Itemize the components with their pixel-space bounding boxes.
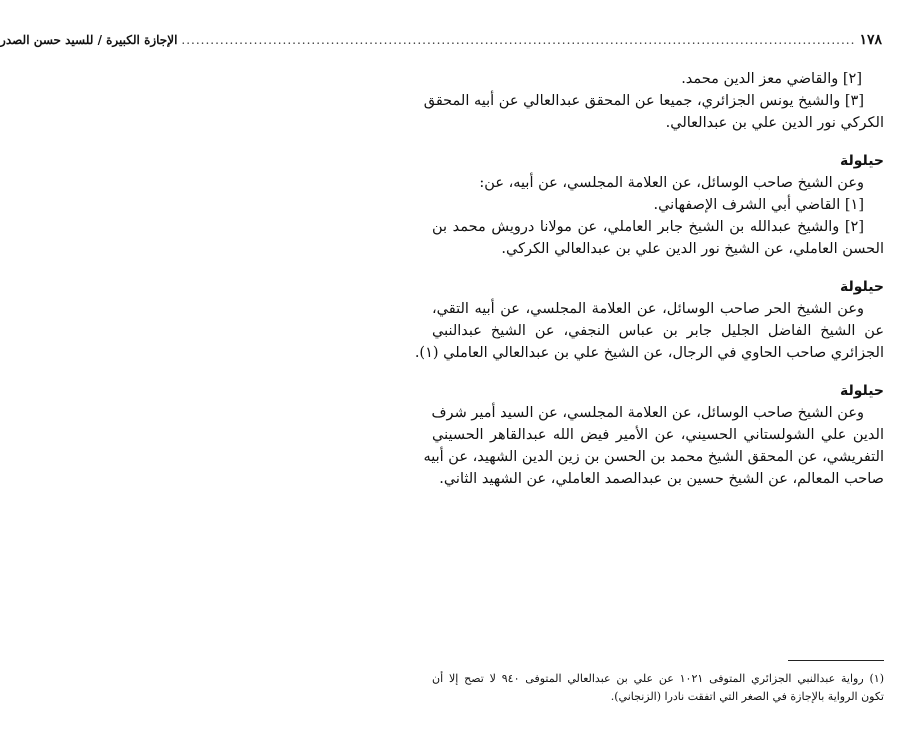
text-line: الكركي نور الدين علي بن عبدالعالي. <box>665 115 884 131</box>
text-line: الدين علي الشولستاني الحسيني، عن الأمير فيض الله عبدالقاهر الحسيني <box>432 427 884 443</box>
text-line: [٢] والشيخ عبدالله بن الشيخ جابر العاملي، عن مولانا درويش محمد بن <box>432 219 864 235</box>
section-heading: حيلولة <box>839 279 884 295</box>
footnote-line: (١) رواية عبدالنبي الجزائري المتوفى ١٠٢١ عن علي بن عبدالعالي المتوفى ٩٤٠ لا تصح إلا أن <box>432 672 884 685</box>
text-line: [١] القاضي أبي الشرف الإصفهاني. <box>653 197 864 213</box>
text-line: [٢] والقاضي معز الدين محمد. <box>681 71 862 87</box>
section-heading: حيلولة <box>839 153 884 169</box>
text-line: [٣] والشيخ يونس الجزائري، جميعا عن المحقق عبدالعالي عن أبيه المحقق <box>423 93 864 109</box>
running-header <box>0 32 882 52</box>
text-line: وعن الشيخ صاحب الوسائل، عن العلامة المجلسي، عن أبيه، عن: <box>479 175 864 191</box>
text-line: التفريشي، عن المحقق الشيخ محمد بن الحسن بن زين الدين الشهيد، عن أبيه <box>423 449 884 465</box>
footnote-separator <box>788 660 884 661</box>
section-heading: حيلولة <box>839 383 884 399</box>
header-leader-dots <box>181 33 855 47</box>
text-line: الجزائري صاحب الحاوي في الرجال، عن الشيخ علي بن عبدالعالي العاملي (١). <box>414 345 884 361</box>
header-title: الإجازة الكبيرة / للسيد حسن الصدر <box>0 33 178 47</box>
text-line: عن الشيخ الفاضل الجليل جابر بن عباس النجفي، عن الشيخ عبدالنبي <box>432 323 884 339</box>
footnotes <box>432 670 884 706</box>
text-line: وعن الشيخ صاحب الوسائل، عن العلامة المجلسي، عن السيد أمير شرف <box>431 405 864 421</box>
text-line: صاحب المعالم، عن الشيخ حسين بن عبدالصمد العاملي، عن الشهيد الثاني. <box>439 471 884 487</box>
main-text <box>414 68 884 490</box>
footnote-line: تكون الرواية بالإجازة في الصغر التي اتفقت نادرا (الزنجاني). <box>610 690 884 703</box>
text-line: وعن الشيخ الحر صاحب الوسائل، عن العلامة المجلسي، عن أبيه التقي، <box>432 301 864 317</box>
page-number: ١٧٨ <box>859 32 882 48</box>
text-line: الحسن العاملي، عن الشيخ نور الدين علي بن عبدالعالي الكركي. <box>501 241 884 257</box>
